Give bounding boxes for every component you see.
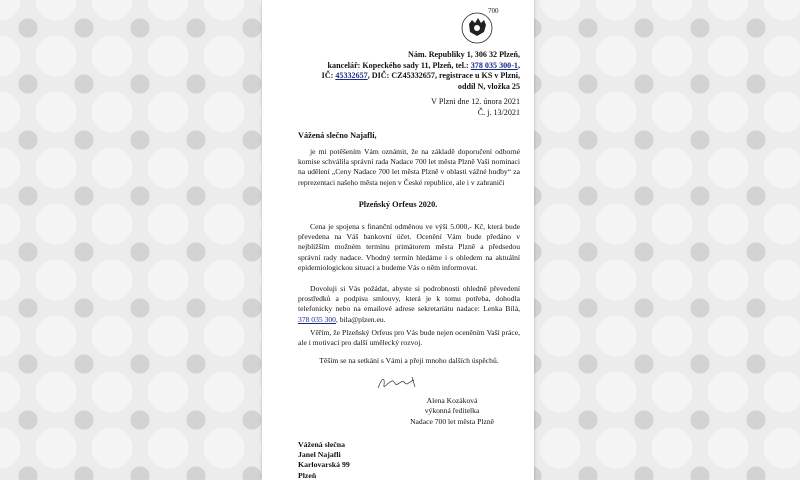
ic-link[interactable]: 45332657: [335, 71, 368, 81]
signer-organization: Nadace 700 let města Plzně: [410, 416, 494, 426]
letterhead: [298, 50, 520, 92]
letterhead-registration: IČ: 45332657, DIČ: CZ45332657, registrace u KS v Plzni,: [321, 71, 520, 81]
letterhead-address: Nám. Republiky 1, 306 32 Plzeň,: [408, 50, 520, 59]
paragraph-contact: Dovoluji si Vás požádat, abyste si podrobnosti ohledně převedení prostředků a podpisu smlouvy, která je k tomu potřeba, dohodla telefonicky nebo na emailové adrese sekretariátu nadace: Lenka Bílá, 378 035 300, bila@plzen.eu.: [298, 284, 520, 324]
addressee-block: [298, 440, 350, 480]
salutation: Vážená slečno Najafli,: [298, 131, 377, 140]
contact-email: , bila@plzen.eu.: [335, 314, 386, 324]
addressee-name: Janel Najafli: [298, 450, 341, 460]
addressee-street: Karlovarská 99: [298, 460, 350, 470]
letterhead-office: kancelář: Kopeckého sady 11, Plzeň, tel.: 378 035 300-1,: [327, 60, 520, 70]
reference-number: Č. j. 13/2021: [477, 107, 520, 117]
letter-page: [262, 0, 534, 480]
paragraph-nomination: je mi potěšením Vám oznámit, že na základě doporučení odborné komise schválila správní rada Nadace 700 let města Plzně Vaši nominaci na udělení „Ceny Nadace 700 let města Plzně v oblasti vážné hudby“ za reprezentaci našeho města nejen v České republice, ale i v zahraničí: [298, 147, 520, 187]
letterhead-section: oddíl N, vložka 25: [457, 81, 520, 91]
logo-text: 700: [488, 7, 499, 15]
date-place: V Plzni dne 12. února 2021: [431, 97, 520, 106]
signer-name: Alena Kozáková: [426, 396, 478, 405]
paragraph-prize: Cena je spojena s finanční odměnou ve výši 5.000,- Kč, která bude převedena na Váš bankovní účet. Ocenění Vám bude předáno v nejbližším možném termínu primátorem města Plzně a předsedou správní rady nadace. Vhodný termín hledáme i s ohledem na aktuální epidemiologickou situaci a budeme Vás o něm informovat.: [298, 222, 520, 272]
award-name: Plzeňský Orfeus 2020.: [358, 200, 438, 209]
paragraph-wishes: Věřím, že Plzeňský Orfeus pro Vás bude nejen oceněním Vaší práce, ale i motivací pro další umělecký rozvoj.: [298, 328, 520, 348]
paragraph-closing: Těším se na setkání s Vámi a přeji mnoho dalších úspěchů.: [319, 356, 499, 365]
addressee-greeting: Vážená slečna: [298, 440, 345, 449]
office-phone-link[interactable]: 378 035 300-1: [470, 60, 518, 70]
signer-title: výkonná ředitelka: [424, 406, 480, 416]
foundation-700-emblem-icon: [457, 4, 503, 50]
contact-phone-link[interactable]: 378 035 300: [298, 314, 336, 324]
handwritten-signature-icon: [372, 372, 422, 394]
date-block: [431, 97, 520, 118]
addressee-city: Plzeň: [298, 470, 317, 480]
signer-block: [410, 396, 494, 427]
